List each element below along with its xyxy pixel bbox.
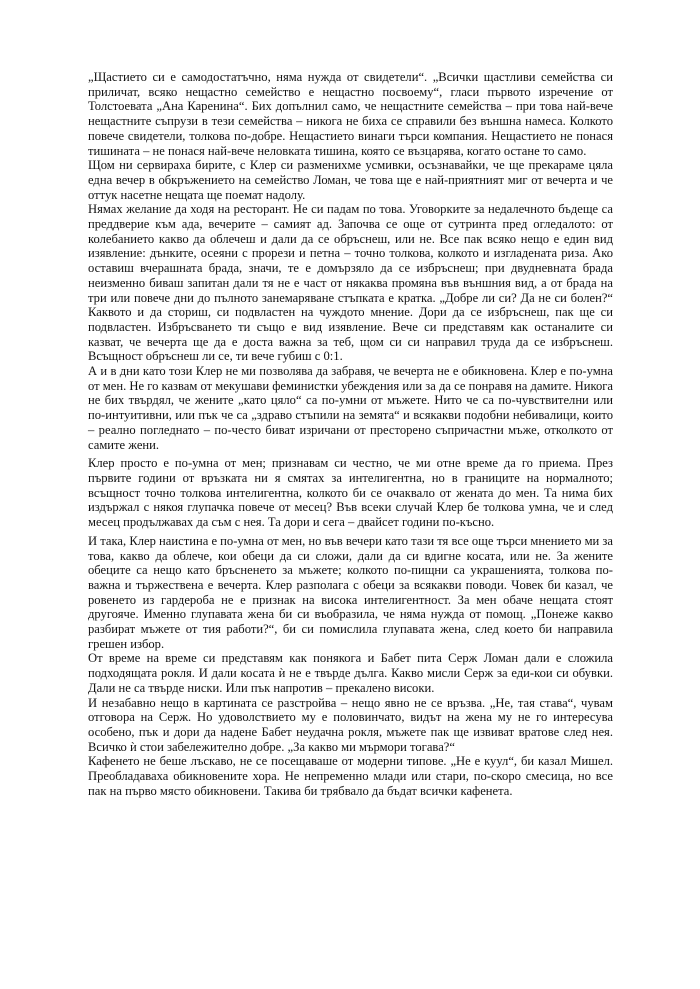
paragraph-4: А и в дни като този Клер не ми позволява да забравя, че вечерта не е обикновена. Клер е по-умна от мен. Не го казвам от мекушави феминистки убеждения или за да се понравя на дамите. Никога не бих твърдял, че жените „като цяло“ са по-умни от мъжете. Нито че са по-чувствителни или по-интуитивни, или пък че са „здраво стъпили на земята“ и всякакви подобни небивалици, които – реално погледнато – по-често биват изричани от престорено съпричастни мъже, отколкото от самите жени. (88, 364, 613, 452)
paragraph-5: Клер просто е по-умна от мен; признавам си честно, че ми отне време да го приема. През първите години от връзката ни я смятах за интелигентна, но в границите на нормалното; всъщност точно толкова интелигентна, колкото би се очаквало от жената до мен. Та нима бих издържал с някоя глупачка повече от месец? Във всеки случай Клер бе толкова умна, че и след месец продължавах да съм с нея. Та дори и сега – двайсет години по-късно. (88, 456, 613, 530)
paragraph-2: Щом ни сервираха бирите, с Клер си разменихме усмивки, осъзнавайки, че ще прекараме цяла една вечер в обкръжението на семейство Ломан, че това ще е най-приятният миг от вечерта и че оттук насетне нещата ще поемат надолу. (88, 158, 613, 202)
paragraph-7: От време на време си представям как понякога и Бабет пита Серж Ломан дали е сложила подходящата рокля. И дали косата ѝ не е твърде дълга. Какво мисли Серж за еди-кои си обувки. Дали не са твърде ниски. Или пък напротив – прекалено високи. (88, 651, 613, 695)
document-page (88, 70, 613, 798)
paragraph-1: „Щастието си е самодостатъчно, няма нужда от свидетели“. „Всички щастливи семейства си приличат, всяко нещастно семейство е нещастно посвоему“, гласи първото изречение от Толстоевата „Ана Каренина“. Бих допълнил само, че нещастните семейства – при това най-вече нещастните съпрузи в тези семейства – никога не биха се справили без външна намеса. Колкото повече свидетели, толкова по-добре. Нещастието винаги търси компания. Нещастието не понася тишината – не понася най-вече неловката тишина, която се възцарява, когато остане то само. (88, 70, 613, 158)
paragraph-9: Кафенето не беше лъскаво, не се посещаваше от модерни типове. „Не е куул“, би казал Мишел. Преобладаваха обикновените хора. Не непременно млади или стари, по-скоро смесица, но все пак на първо място обикновени. Такива би трябвало да бъдат всички кафенета. (88, 754, 613, 798)
paragraph-6: И така, Клер наистина е по-умна от мен, но във вечери като тази тя все още търси мнението ми за това, какво да облече, кои обеци да си сложи, дали да си вдигне косата, или не. За жените обеците са нещо като бръсненето за мъжете; колкото по-пищни са украшенията, толкова по-важна и тържествена е вечерта. Клер разполага с обеци за всякакви поводи. Човек би казал, че ровенето из гардероба не е признак на висока интелигентност. За мен обаче нещата стоят другояче. Именно глупавата жена би си въобразила, че няма нужда от помощ. „Понеже какво разбират мъжете от тия работи?“, би си помислила глупавата жена, след което би направила грешен избор. (88, 533, 613, 651)
paragraph-3: Нямах желание да ходя на ресторант. Не си падам по това. Уговорките за недалечното бъдеще са преддверие към ада, вечерите – самият ад. Започва се още от сутринта пред огледалото: от колебанието какво да облечеш и дали да се обръснеш, или не. Все пак всяко нещо е един вид изявление: дънките, осеяни с прорези и петна – точно толкова, колкото и изгладената риза. Ако оставиш вчерашната брада, значи, те е домързяло да се избръснеш; при двудневната брада неизменно биваш запитан дали тя не е част от някаква промяна във външния вид, а от брада на три или повече дни до пълното занемаряване стъпката е кратка. „Добре ли си? Да не си болен?“ Каквото и да сториш, си подвластен на чуждото мнение. Дори да се избръснеш, пак ще си подвластен. Избръсването ти също е вид изявление. Вече си представям как останалите си казват, че вечерта ще да е доста важна за теб, щом си си направил труда да се избръснеш. Всъщност обръснеш ли се, ти вече губиш с 0:1. (88, 202, 613, 364)
paragraph-8: И незабавно нещо в картината се разстройва – нещо явно не се връзва. „Не, тая става“, чувам отговора на Серж. Но удоволствието му е половинчато, видът на жена му не го интересува особено, пък и дори да надене Бабет неудачна рокля, мъжете пак ще извиват вратове след нея. Всичко ѝ стои забележително добре. „За какво ми мърмори тогава?“ (88, 695, 613, 754)
